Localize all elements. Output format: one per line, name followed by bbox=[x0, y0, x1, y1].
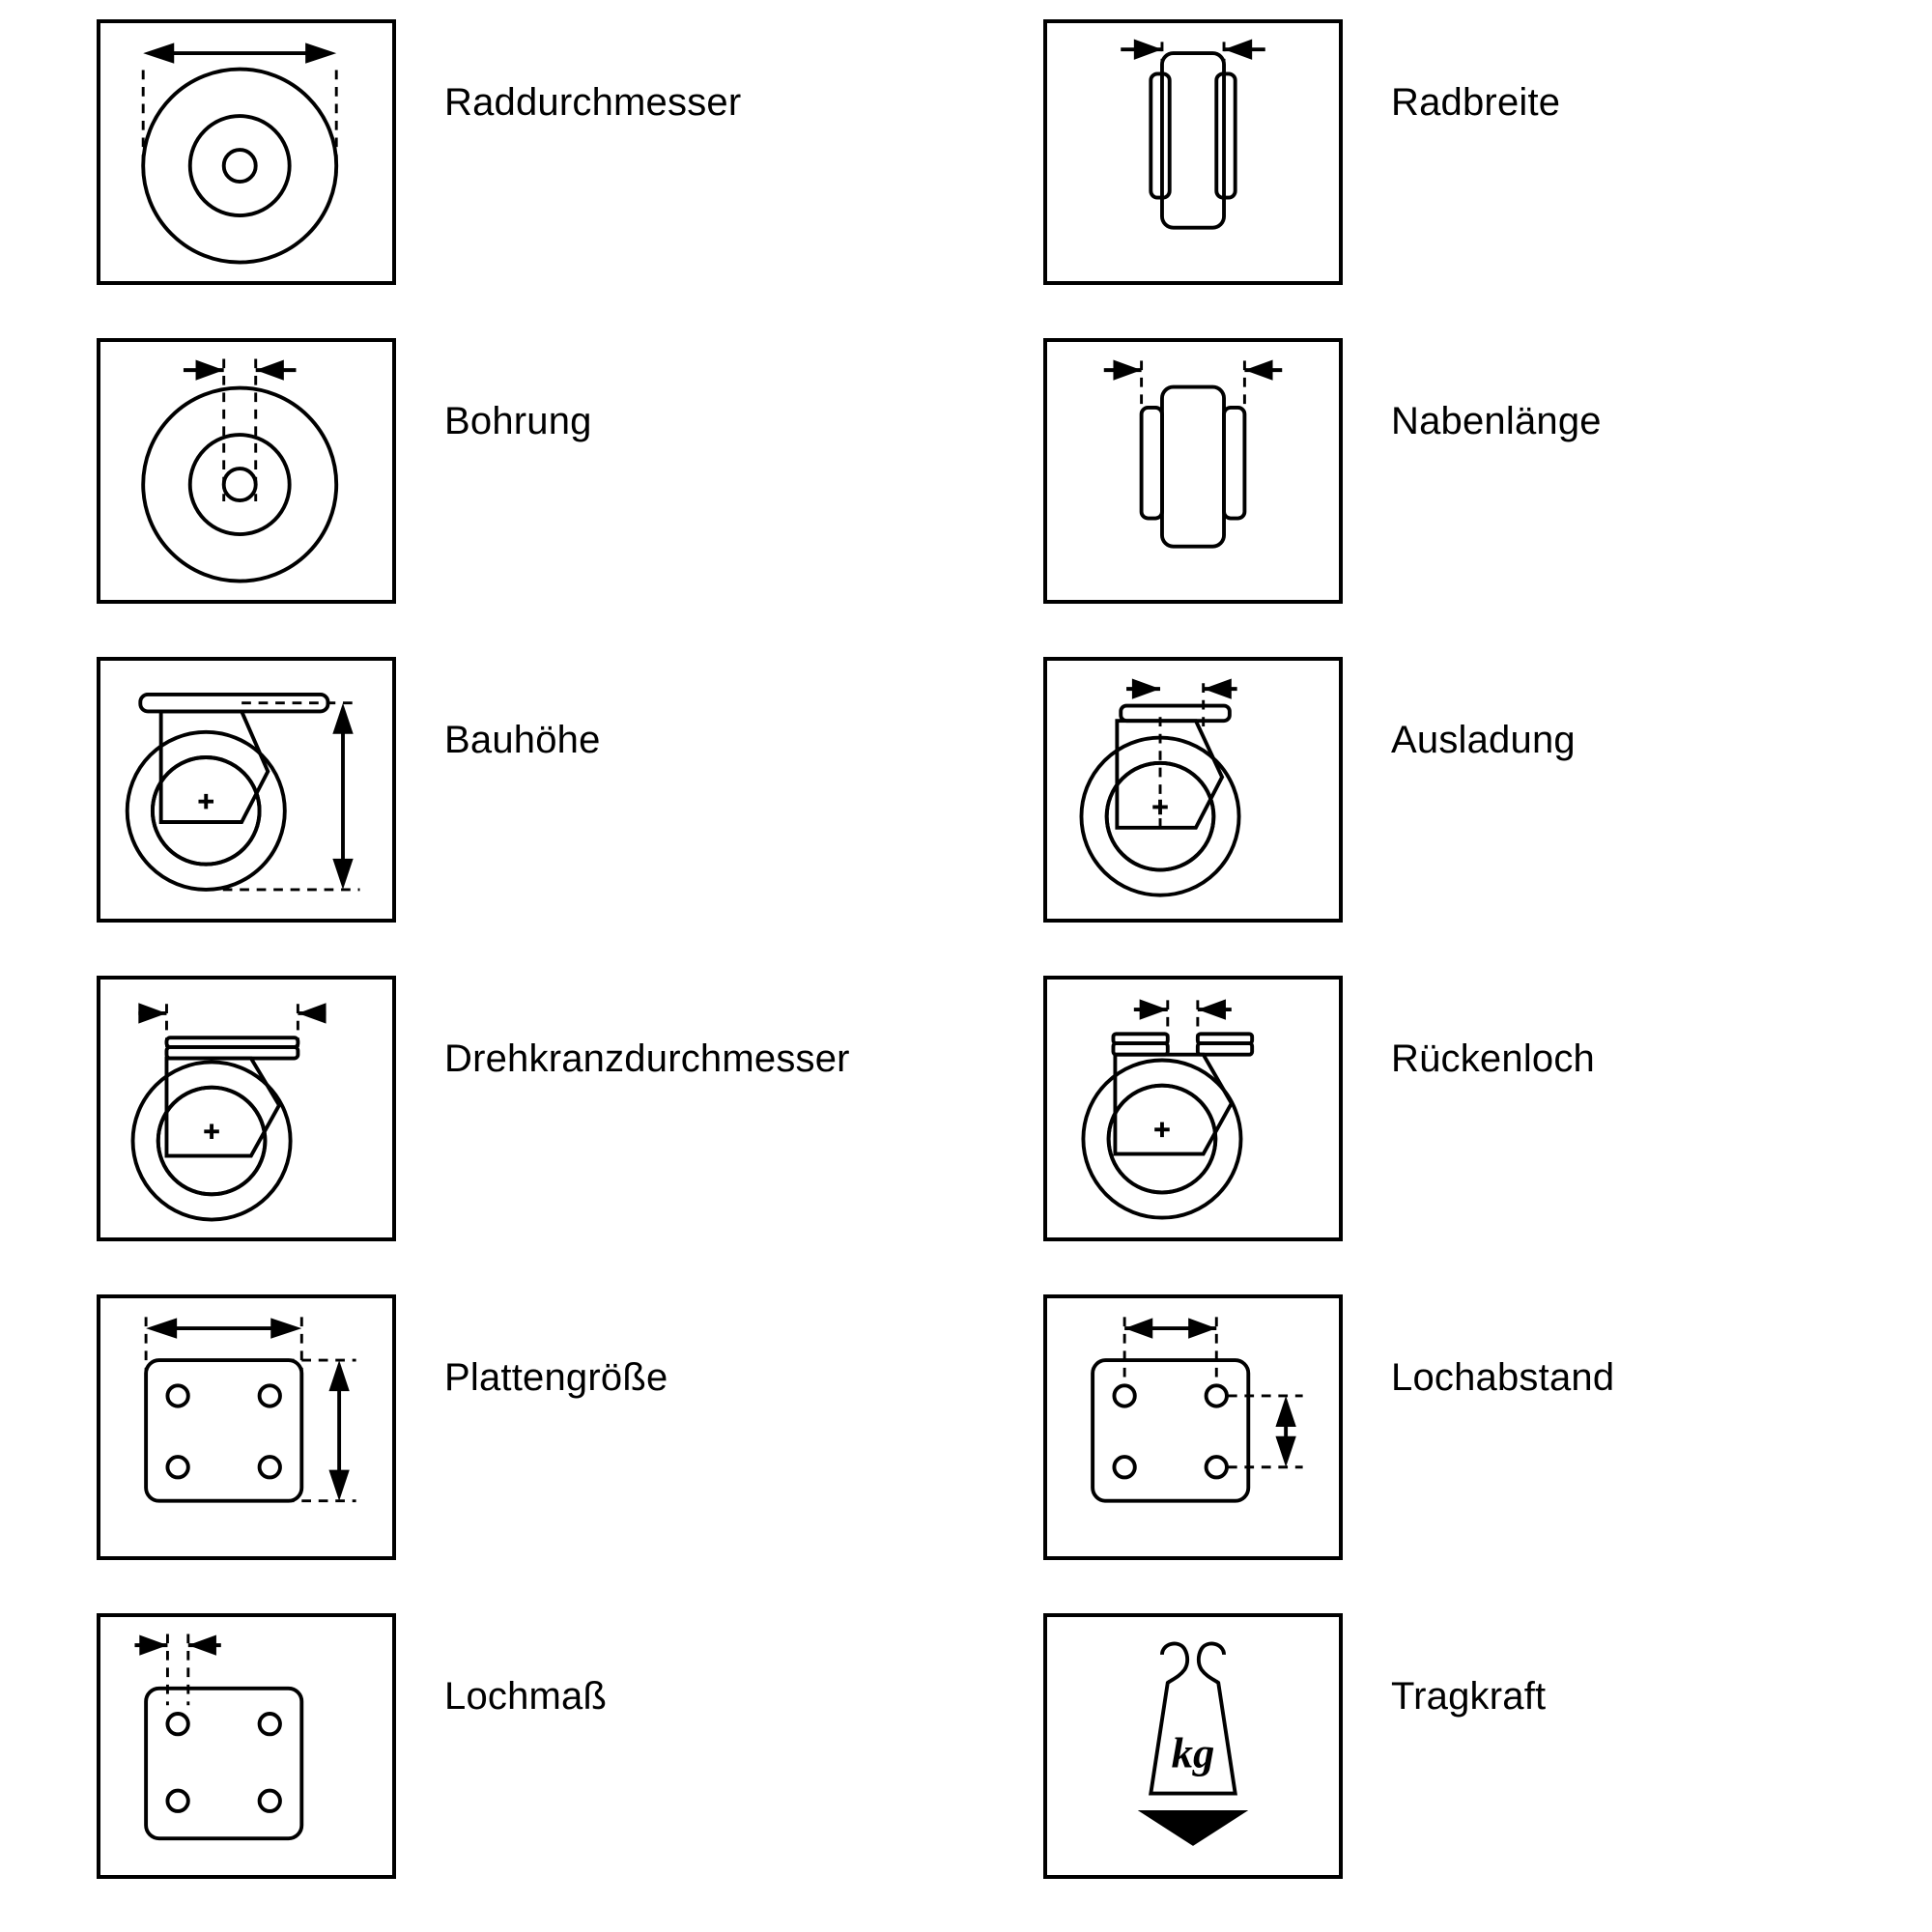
legend-label-bohrung: Bohrung bbox=[444, 400, 592, 442]
wheel-side-width-icon bbox=[1043, 19, 1343, 285]
legend-label-rueckenloch: Rückenloch bbox=[1391, 1037, 1596, 1080]
legend-item-lochabstand bbox=[1043, 1294, 1932, 1613]
plate-hole-gauge-icon bbox=[97, 1613, 396, 1879]
legend-label-lochabstand: Lochabstand bbox=[1391, 1356, 1615, 1399]
plate-size-icon bbox=[97, 1294, 396, 1560]
caster-back-hole-icon bbox=[1043, 976, 1343, 1241]
plate-hole-spacing-icon bbox=[1043, 1294, 1343, 1560]
legend-item-bohrung bbox=[97, 338, 1005, 657]
wheel-front-bore-icon bbox=[97, 338, 396, 604]
legend-item-plattengroesse bbox=[97, 1294, 1005, 1613]
legend-label-drehkranzdurchmesser: Drehkranzdurchmesser bbox=[444, 1037, 850, 1080]
caster-swivel-ring-diameter-icon bbox=[97, 976, 396, 1241]
legend-label-bauhoehe: Bauhöhe bbox=[444, 719, 601, 761]
caster-offset-icon bbox=[1043, 657, 1343, 923]
legend-item-rueckenloch bbox=[1043, 976, 1932, 1294]
wheel-side-hub-length-icon bbox=[1043, 338, 1343, 604]
legend-grid bbox=[0, 19, 1932, 1932]
legend-item-radbreite bbox=[1043, 19, 1932, 338]
legend-label-tragkraft: Tragkraft bbox=[1391, 1675, 1547, 1718]
legend-item-tragkraft bbox=[1043, 1613, 1932, 1932]
legend-item-bauhoehe bbox=[97, 657, 1005, 976]
weight-unit-label: kg bbox=[1171, 1728, 1215, 1777]
legend-label-plattengroesse: Plattengröße bbox=[444, 1356, 668, 1399]
legend-item-lochmass bbox=[97, 1613, 1005, 1932]
caster-overall-height-icon bbox=[97, 657, 396, 923]
legend-item-nabenlaenge bbox=[1043, 338, 1932, 657]
legend-label-ausladung: Ausladung bbox=[1391, 719, 1576, 761]
legend-label-nabenlaenge: Nabenlänge bbox=[1391, 400, 1602, 442]
legend-item-drehkranzdurchmesser bbox=[97, 976, 1005, 1294]
legend-label-raddurchmesser: Raddurchmesser bbox=[444, 81, 742, 124]
legend-item-ausladung bbox=[1043, 657, 1932, 976]
legend-label-radbreite: Radbreite bbox=[1391, 81, 1561, 124]
legend-label-lochmass: Lochmaß bbox=[444, 1675, 608, 1718]
wheel-front-diameter-icon bbox=[97, 19, 396, 285]
load-capacity-weight-icon bbox=[1043, 1613, 1343, 1879]
legend-item-raddurchmesser bbox=[97, 19, 1005, 338]
